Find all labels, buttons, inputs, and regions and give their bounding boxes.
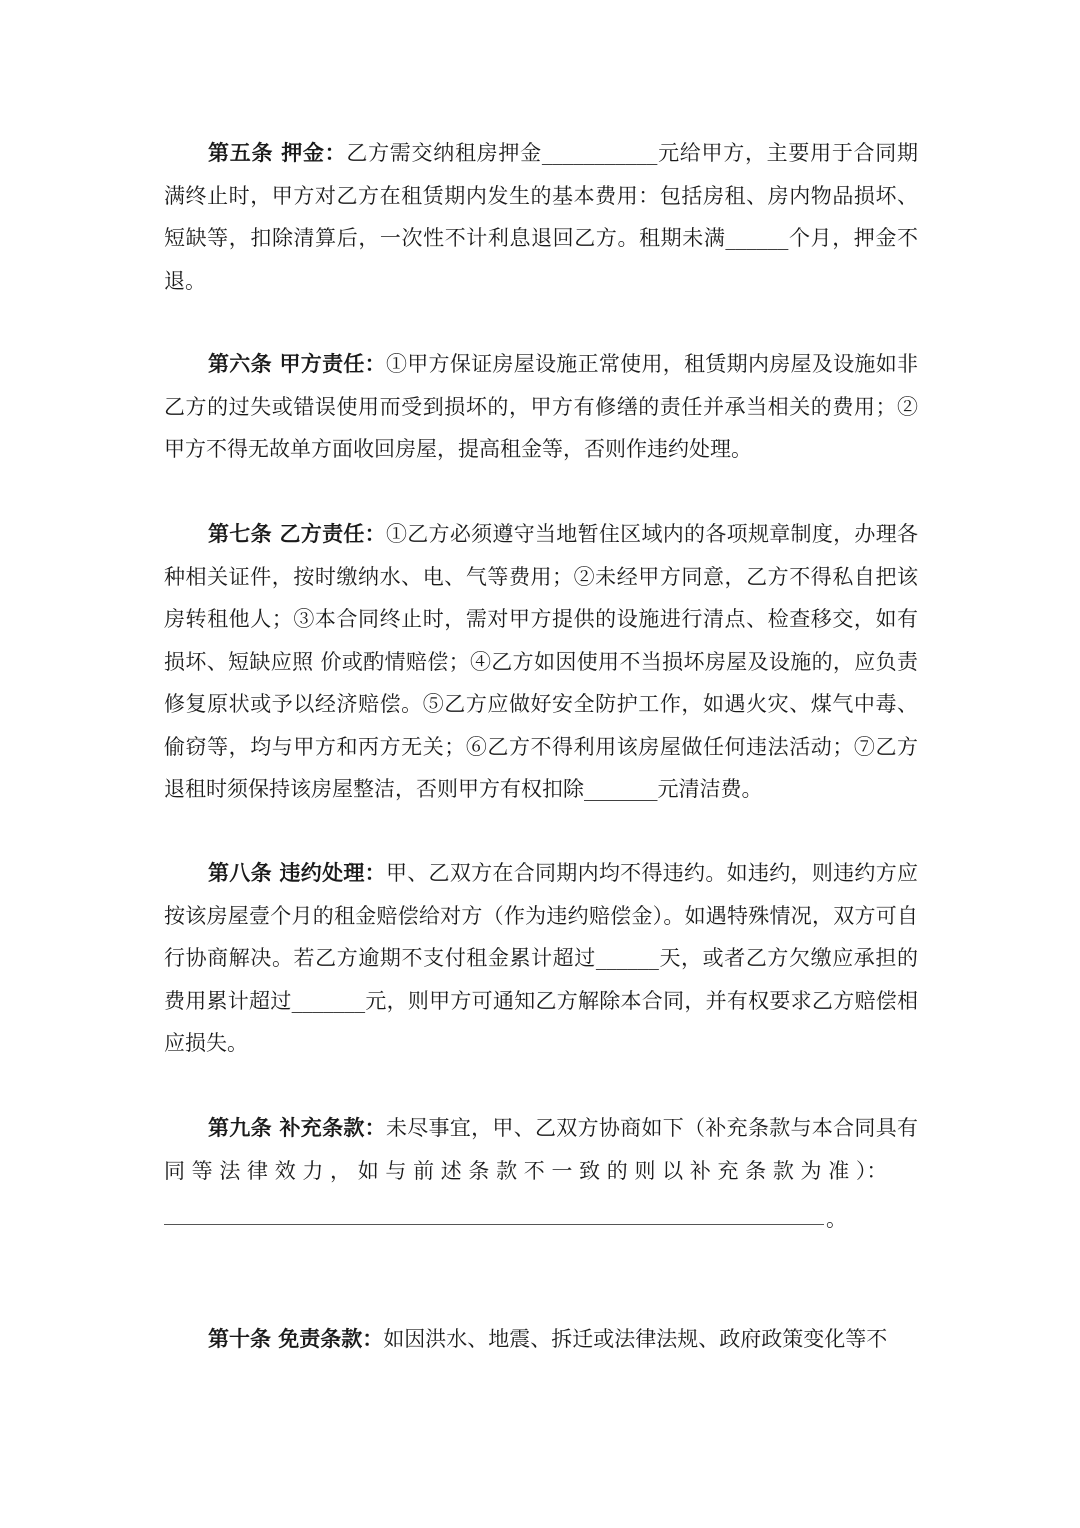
clause-10-heading: 第十条 免责条款：: [208, 1326, 384, 1351]
clause-9-text: 未尽事宜，甲、乙双方协商如下（补充条款与本合同具有 同 等 法 律 效 力 ， 如 与 前 述 条 款 不 一 致 的 则 以 补 充 条 款 为 准 ）：: [164, 1116, 918, 1183]
clause-10: [164, 1318, 918, 1361]
clause-6-text: ①甲方保证房屋设施正常使用，租赁期内房屋及设施如非乙方的过失或错误使用而受到损坏的，甲方有修缮的责任并承当相关的费用；②甲方不得无故单方面收回房屋，提高租金等，否则作违约处理。: [164, 352, 918, 461]
supplementary-blank-line: [164, 1204, 918, 1234]
clause-8-text: 甲、乙双方在合同期内均不得违约。如违约，则违约方应按该房屋壹个月的租金赔偿给对方（作为违约赔偿金）。如遇特殊情况，双方可自行协商解决。若乙方逾期不支付租金累计超过______天，或者乙方欠缴应承担的费用累计超过_______元，则甲方可通知乙方解除本合同，并有权要求乙方赔偿相应损失。: [164, 861, 918, 1055]
clause-7-heading: 第七条 乙方责任：: [208, 521, 386, 546]
clause-7-text: ①乙方必须遵守当地暂住区域内的各项规章制度，办理各种相关证件，按时缴纳水、电、气等费用；②未经甲方同意，乙方不得私自把该房转租他人；③本合同终止时，需对甲方提供的设施进行清点、检查移交，如有损坏、短缺应照 价或酌情赔偿；④乙方如因使用不当损坏房屋及设施的，应负责修复原状或予以经济赔偿。⑤乙方应做好安全防护工作，如遇火灾、煤气中毒、偷窃等，均与甲方和丙方无关；⑥乙方不得利用该房屋做任何违法活动；⑦乙方退租时须保持该房屋整洁，否则甲方有权扣除_______元清洁费。: [164, 522, 918, 801]
clause-10-text: 如因洪水、地震、拆迁或法律法规、政府政策变化等不: [383, 1327, 888, 1351]
clause-8-heading: 第八条 违约处理：: [208, 860, 386, 885]
clause-8: [164, 852, 918, 1065]
fill-in-rule: [164, 1224, 824, 1225]
clause-5: [164, 132, 918, 302]
clause-6: [164, 343, 918, 471]
clause-5-text: 乙方需交纳租房押金___________元给甲方，主要用于合同期满终止时，甲方对乙方在租赁期内发生的基本费用：包括房租、房内物品损坏、短缺等，扣除清算后，一次性不计利息退回乙方。租期未满______个月，押金不退。: [164, 141, 918, 293]
clause-9-heading: 第九条 补充条款：: [208, 1115, 386, 1140]
clause-6-heading: 第六条 甲方责任：: [208, 351, 386, 376]
line-end-period: 。: [826, 1207, 847, 1231]
clause-5-heading: 第五条 押金：: [208, 140, 347, 165]
clause-7: [164, 513, 918, 811]
clause-9: [164, 1107, 918, 1192]
